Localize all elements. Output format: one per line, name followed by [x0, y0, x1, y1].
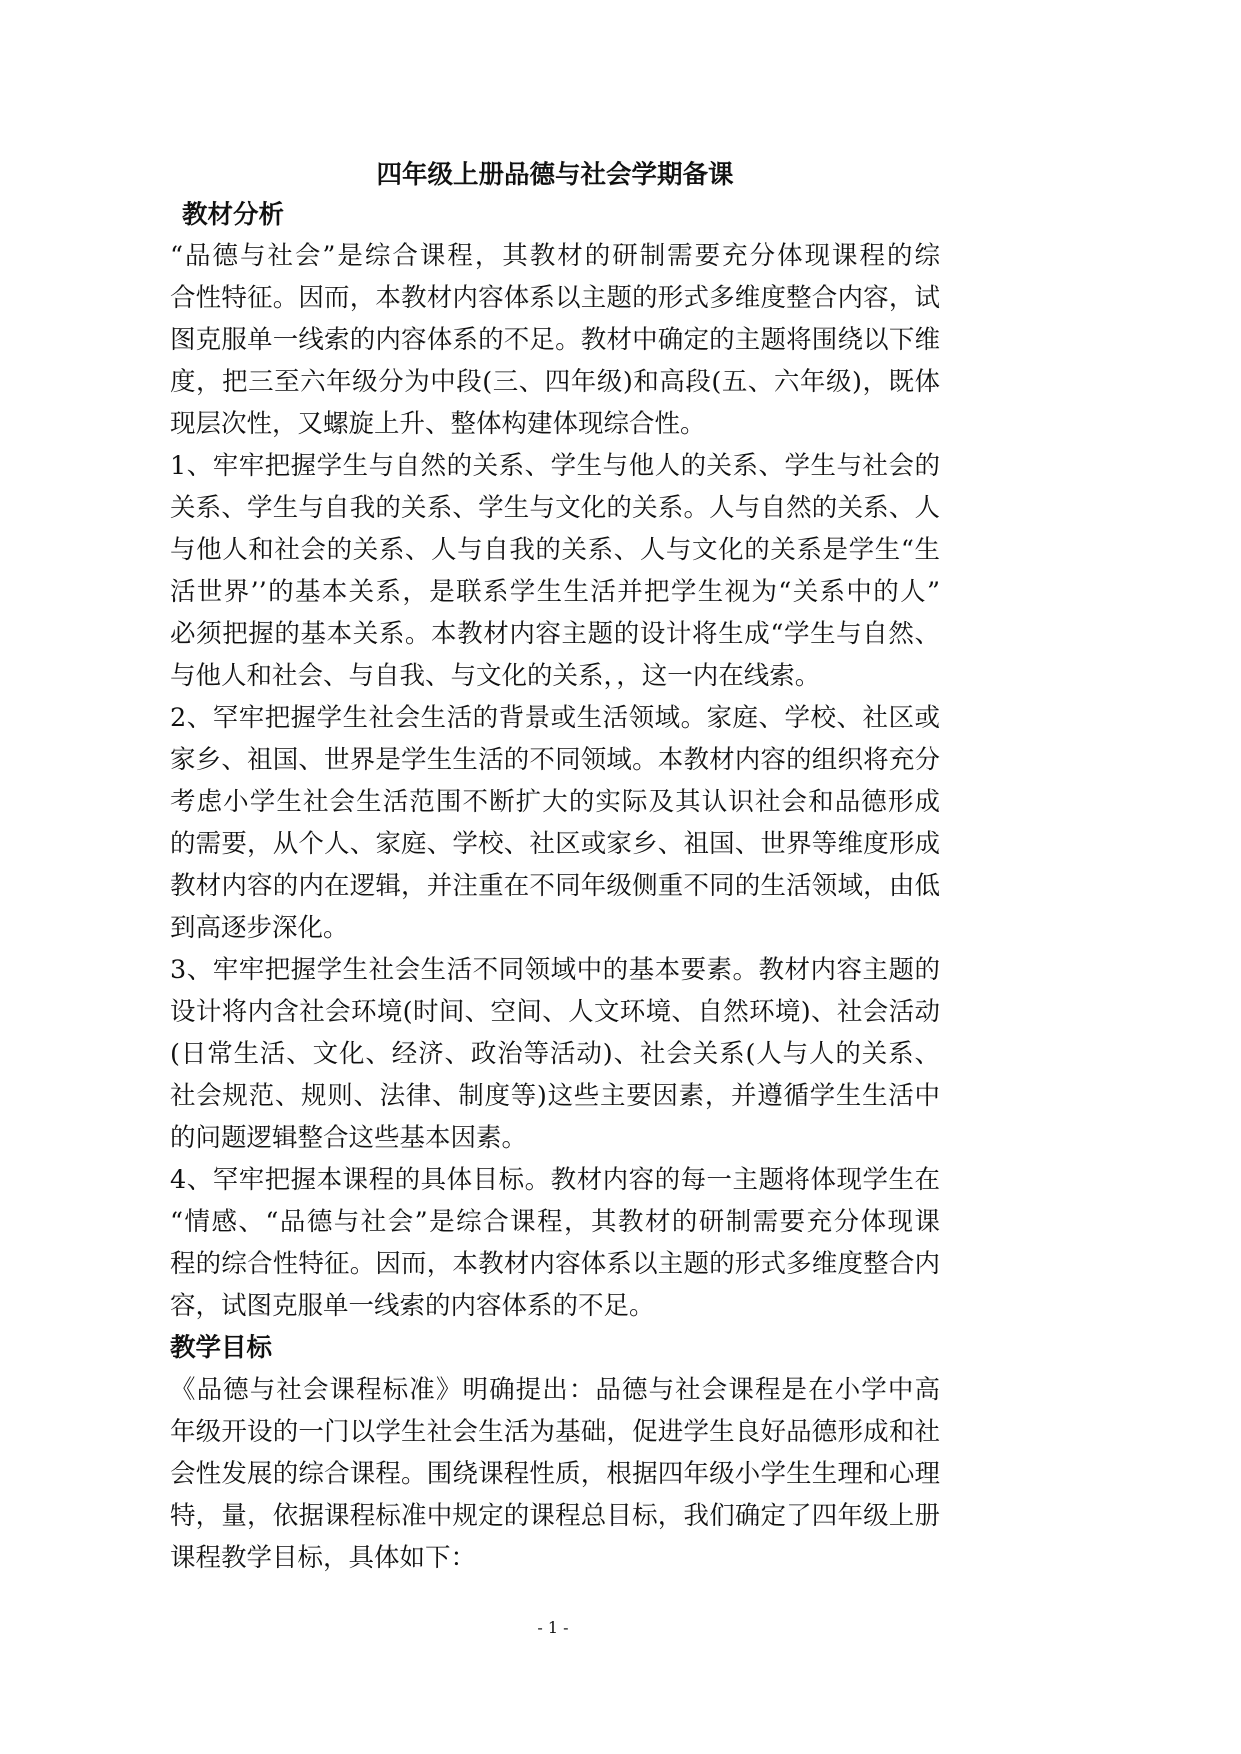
text-line: “品德与社会”是综合课程，其教材的研制需要充分体现课程的综: [170, 241, 940, 271]
text-line: 4、罕牢把握本课程的具体目标。教材内容的每一主题将体现学生在: [170, 1165, 940, 1195]
text-line: 课程教学目标，具体如下：: [170, 1543, 477, 1573]
text-line: 图克服单一线索的内容体系的不足。教材中确定的主题将围绕以下维: [170, 325, 940, 355]
text-line: 的需要，从个人、家庭、学校、社区或家乡、祖国、世界等维度形成: [170, 829, 940, 859]
text-line: 的问题逻辑整合这些基本因素。: [170, 1123, 528, 1153]
text-line: 必须把握的基本关系。本教材内容主题的设计将生成“学生与自然、: [170, 619, 940, 649]
paragraph: [170, 1159, 940, 1327]
text-line: “情感、“品德与社会”是综合课程，其教材的研制需要充分体现课: [170, 1207, 940, 1237]
paragraph: [170, 697, 940, 949]
text-line: 特，量，依据课程标准中规定的课程总目标，我们确定了四年级上册: [170, 1501, 940, 1531]
text-line: 合性特征。因而，本教材内容体系以主题的形式多维度整合内容，试: [170, 283, 940, 313]
paragraph: [170, 949, 940, 1159]
text-line: 年级开设的一门以学生社会生活为基础，促进学生良好品德形成和社: [170, 1417, 940, 1447]
text-line: 家乡、祖国、世界是学生生活的不同领域。本教材内容的组织将充分: [170, 745, 940, 775]
text-line: 1、牢牢把握学生与自然的关系、学生与他人的关系、学生与社会的: [170, 451, 940, 481]
document-title: 四年级上册品德与社会学期备课: [376, 160, 734, 190]
page-number: - 1 -: [537, 1618, 569, 1637]
text-line: 度，把三至六年级分为中段(三、四年级)和高段(五、六年级)，既体: [170, 367, 940, 397]
text-line: 与他人和社会的关系、人与自我的关系、人与文化的关系是学生“生: [170, 535, 940, 565]
section-heading: 教材分析: [182, 200, 285, 230]
text-line: 会性发展的综合课程。围绕课程性质，根据四年级小学生生理和心理: [170, 1459, 940, 1489]
paragraph: [170, 1369, 940, 1579]
text-line: 《品德与社会课程标准》明确提出：品德与社会课程是在小学中高: [170, 1375, 940, 1405]
text-line: 与他人和社会、与自我、与文化的关系，，这一内在线索。: [170, 661, 821, 691]
text-line: 设计将内含社会环境(时间、空间、人文环境、自然环境)、社会活动: [170, 997, 940, 1027]
text-line: 关系、学生与自我的关系、学生与文化的关系。人与自然的关系、人: [170, 493, 940, 523]
text-line: 活世界’’的基本关系，是联系学生生活并把学生视为“关系中的人”: [170, 577, 940, 607]
text-line: 2、罕牢把握学生社会生活的背景或生活领域。家庭、学校、社区或: [170, 703, 940, 733]
paragraph: [170, 445, 940, 697]
text-line: 3、牢牢把握学生社会生活不同领域中的基本要素。教材内容主题的: [170, 955, 940, 985]
paragraph: [170, 235, 940, 445]
text-line: 考虑小学生社会生活范围不断扩大的实际及其认识社会和品德形成: [170, 787, 940, 817]
text-line: 程的综合性特征。因而，本教材内容体系以主题的形式多维度整合内: [170, 1249, 940, 1279]
text-line: 社会规范、规则、法律、制度等)这些主要因素，并遵循学生生活中: [170, 1081, 940, 1111]
section-heading: 教学目标: [170, 1333, 273, 1363]
text-line: 教材内容的内在逻辑，并注重在不同年级侧重不同的生活领域，由低: [170, 871, 940, 901]
text-line: (日常生活、文化、经济、政治等活动)、社会关系(人与人的关系、: [170, 1039, 940, 1069]
text-line: 容，试图克服单一线索的内容体系的不足。: [170, 1291, 655, 1321]
document-body: [170, 155, 940, 1579]
text-line: 到高逐步深化。: [170, 913, 349, 943]
text-line: 现层次性，又螺旋上升、整体构建体现综合性。: [170, 409, 706, 439]
